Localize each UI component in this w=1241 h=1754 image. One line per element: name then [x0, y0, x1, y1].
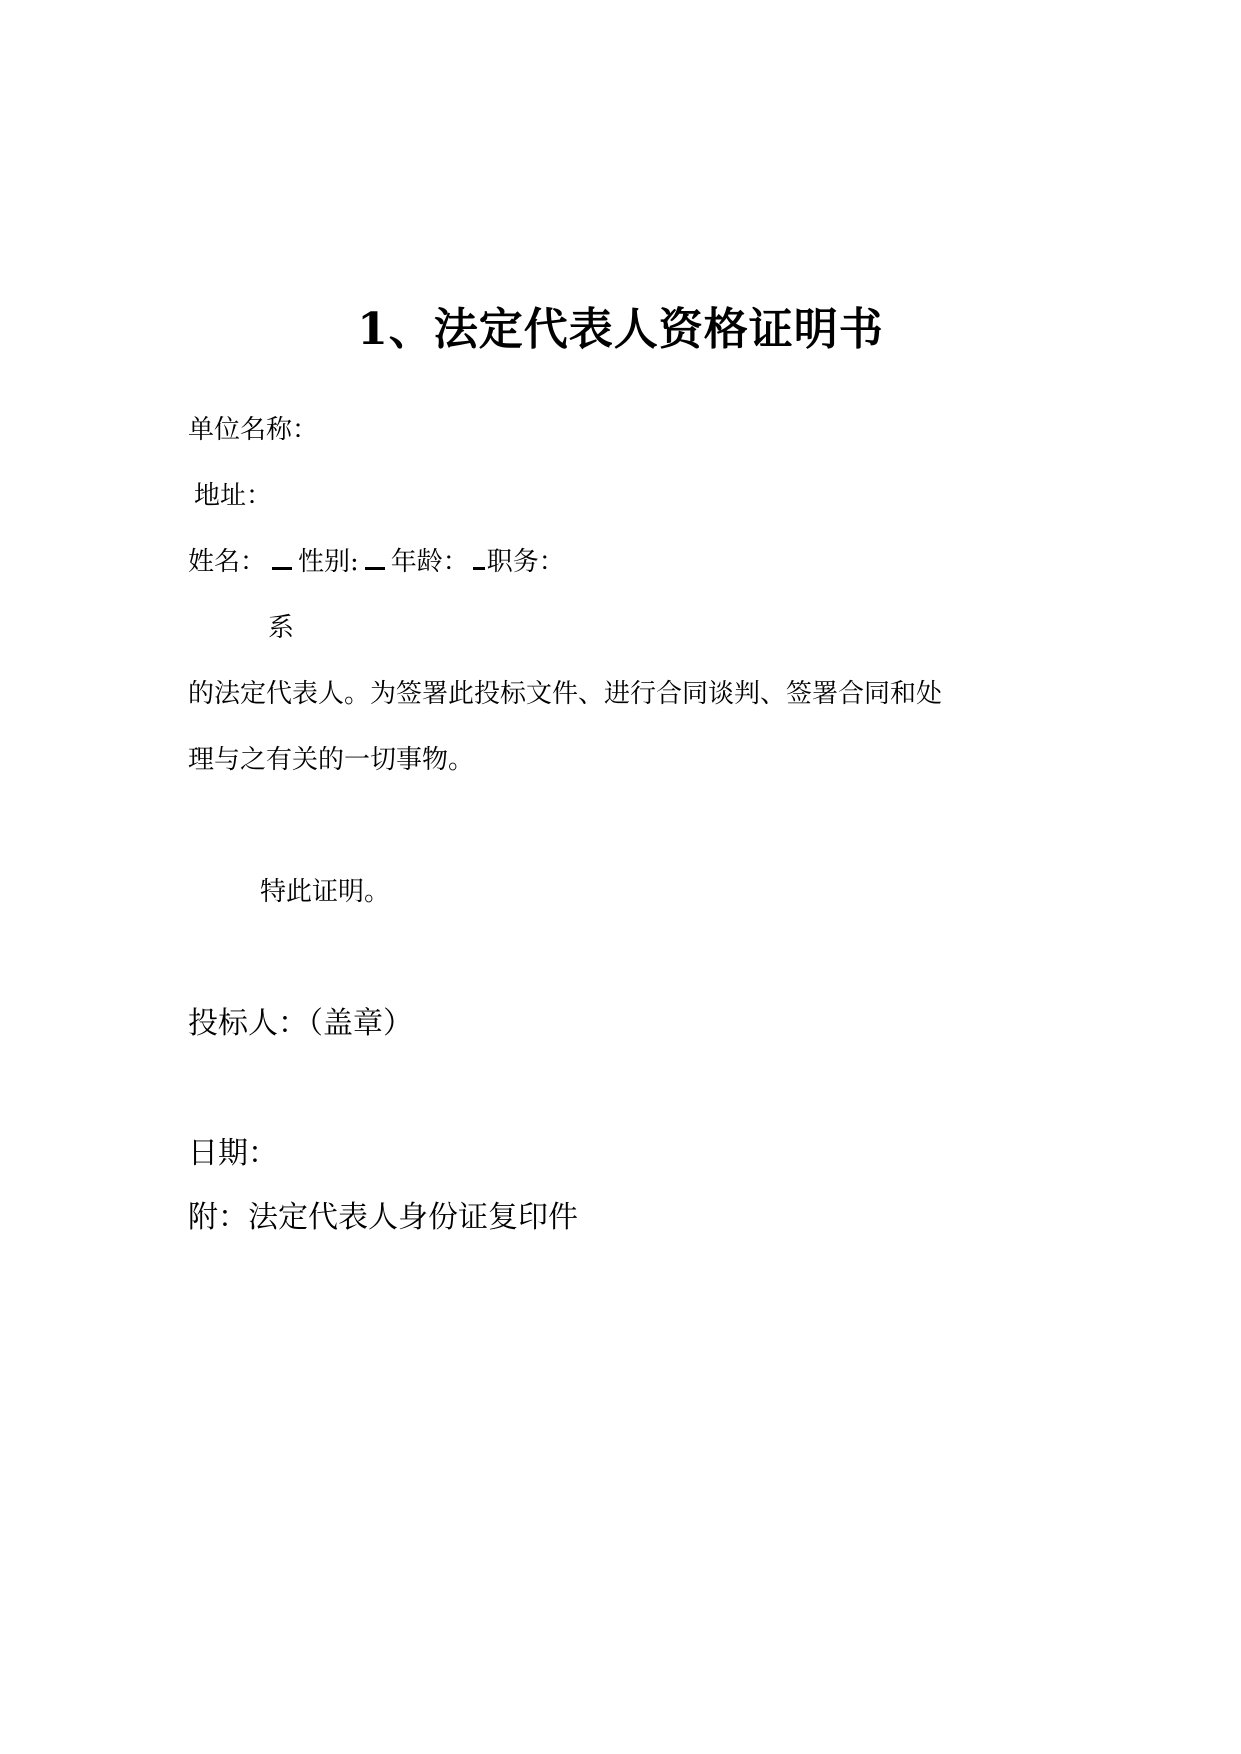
gender-label: 性别:: [298, 547, 359, 577]
relation-word: 系: [268, 613, 295, 643]
attachment-line: 附：法定代表人身份证复印件: [188, 1200, 578, 1235]
relation-line: [268, 610, 294, 646]
body-line-2: 理与之有关的一切事物。: [188, 745, 475, 775]
name-blank: [272, 545, 292, 570]
unit-name-label: 单位名称：: [188, 415, 319, 445]
bidder-seal-line: 投标人：（盖章）: [188, 1006, 413, 1041]
unit-name-line: [188, 412, 318, 448]
position-label: 职务：: [486, 547, 565, 577]
date-line: 日期：: [188, 1136, 278, 1171]
certify-line: 特此证明。: [260, 877, 391, 907]
document-title: 1、法定代表人资格证明书: [357, 304, 884, 355]
address-label: 地址：: [194, 481, 273, 511]
address-line: [194, 478, 272, 514]
body-line-1: 的法定代表人。为签署此投标文件、进行合同谈判、签署合同和处: [188, 679, 943, 709]
personal-info-line: [188, 544, 565, 580]
age-blank: [473, 545, 485, 570]
age-label: 年龄：: [390, 547, 469, 577]
name-label: 姓名：: [188, 547, 267, 577]
gender-blank: [365, 545, 385, 570]
